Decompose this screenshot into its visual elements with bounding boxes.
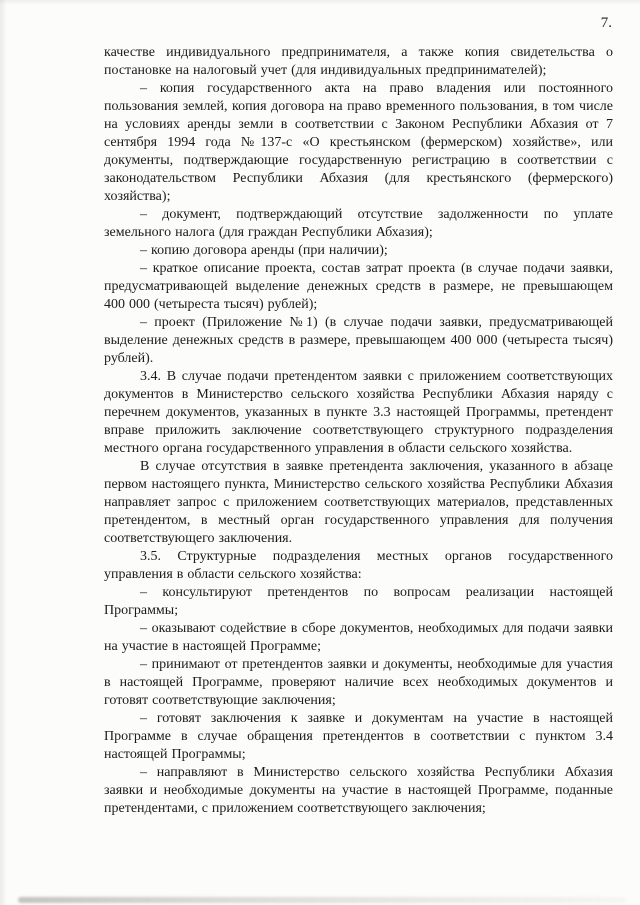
- paragraph: – проект (Приложение №1) (в случае подачи заявки, предусматривающей выделение денежных средств в размере, превышающем 400 000 (четыреста тысяч) рублей).: [104, 315, 613, 366]
- scan-edge-shadow-top: [0, 0, 640, 5]
- paragraph: – принимают от претендентов заявки и документы, необходимые для участия в настоящей Программе, проверяют наличие всех необходимых документов и готовят соответствующие заключения;: [104, 657, 613, 708]
- document-body: [104, 44, 613, 818]
- paragraph: – краткое описание проекта, состав затрат проекта (в случае подачи заявки, предусматривающей выделение денежных средств в размере, не превышающем 400 000 (четыреста тысяч) рублей);: [104, 261, 613, 312]
- paragraph: – направляют в Министерство сельского хозяйства Республики Абхазия заявки и необходимые документы на участие в настоящей Программе, поданные претендентами, с приложением соответствующего заключения;: [104, 765, 613, 816]
- paragraph: качестве индивидуального предпринимателя, а также копия свидетельства о постановке на налоговый учет (для индивидуальных предпринимателей);: [104, 45, 613, 78]
- paragraph: В случае отсутствия в заявке претендента заключения, указанного в абзаце первом настоящего пункта, Министерство сельского хозяйства Республики Абхазия направляет запрос с приложением соответствующих материалов, представленных претендентом, в местный орган государственного управления для получения соответствующего заключения.: [104, 459, 613, 546]
- paragraph: – копия государственного акта на право владения или постоянного пользования землей, копия договора на право временного пользования, в том числе на условиях аренды земли в соответствии с Законом Республики Абхазия от 7 сентября 1994 года №137-с «О крестьянском (фермерском) хозяйстве», или документы, подтверждающие государственную регистрацию в соответствии с законодательством Республики Абхазия (для крестьянского (фермерского) хозяйства);: [104, 81, 613, 204]
- paragraph: 3.4. В случае подачи претендентом заявки с приложением соответствующих документов в Министерство сельского хозяйства Республики Абхазия наряду с перечнем документов, указанных в пункте 3.3 настоящей Программы, претендент вправе приложить заключение соответствующего структурного подразделения местного органа государственного управления в области сельского хозяйства.: [104, 369, 613, 456]
- paragraph: – копию договора аренды (при наличии);: [140, 243, 388, 258]
- paragraph: – консультируют претендентов по вопросам реализации настоящей Программы;: [104, 585, 613, 618]
- paragraph: – готовят заключения к заявке и документам на участие в настоящей Программе в случае обращения претендентов в соответствии с пунктом 3.4 настоящей Программы;: [104, 711, 613, 762]
- scan-artifact-smudge: [18, 897, 626, 903]
- paragraph: – оказывают содействие в сборе документов, необходимых для подачи заявки на участие в настоящей Программе;: [104, 621, 613, 654]
- scan-edge-shadow-left: [0, 0, 7, 905]
- paragraph: – документ, подтверждающий отсутствие задолженности по уплате земельного налога (для граждан Республики Абхазия);: [104, 207, 613, 240]
- paragraph: 3.5. Структурные подразделения местных органов государственного управления в области сельского хозяйства:: [104, 549, 613, 582]
- page-number: 7.: [600, 15, 612, 31]
